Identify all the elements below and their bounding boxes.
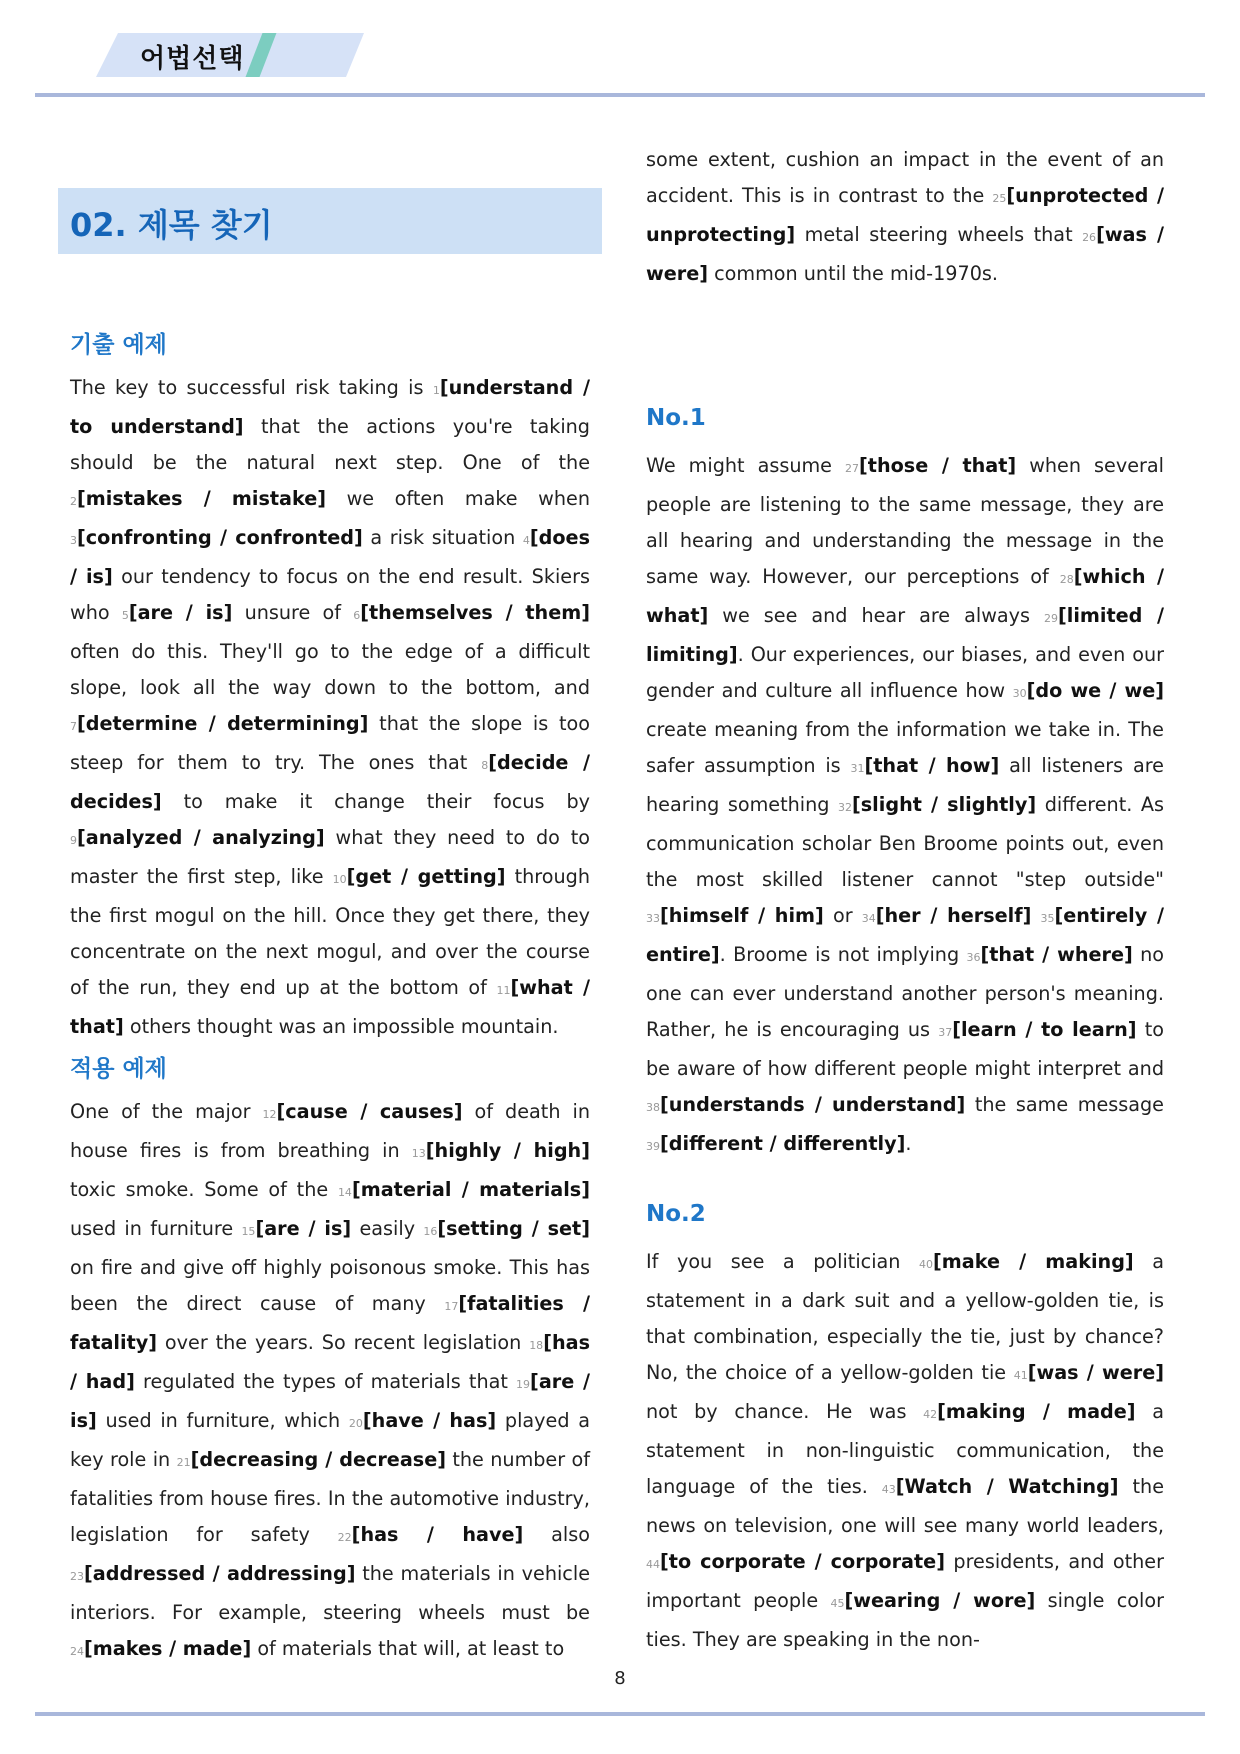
question-number: 12 [262, 1108, 277, 1121]
top-divider [35, 93, 1205, 97]
choice-bracket: [Watch / Watching] [895, 1475, 1119, 1498]
question-number: 19 [516, 1378, 531, 1391]
choice-bracket: [her / herself] [875, 904, 1032, 927]
question-number: 20 [348, 1417, 363, 1430]
choice-bracket: [do we / we] [1026, 679, 1165, 702]
question-number: 41 [1013, 1369, 1028, 1382]
choice-bracket: [decide / decides] [70, 751, 590, 813]
heading-jeogyong: 적용 예제 [70, 1056, 167, 1082]
question-number: 28 [1059, 573, 1074, 586]
question-number: 33 [646, 912, 660, 925]
header-title: 어법선택 [140, 44, 245, 74]
choice-bracket: [are / is] [255, 1217, 352, 1240]
question-number: 15 [241, 1225, 256, 1238]
choice-bracket: [what / that] [70, 976, 591, 1038]
page-number: 8 [614, 1668, 626, 1689]
choice-bracket: [has / have] [351, 1523, 524, 1546]
heading-no1: No.1 [646, 405, 706, 431]
question-number: 23 [70, 1570, 84, 1583]
choice-bracket: [addressed / addressing] [84, 1562, 356, 1585]
choice-bracket: [understand / to understand] [70, 376, 590, 438]
question-number: 4 [522, 534, 530, 547]
passage-jeogyong-continued: some extent, cushion an impact in the event of an accident. This is in contrast to the 25[unprotected / unprotecting] metal steering wheels that 26[was / were] common until the mid-1970s. [646, 148, 1164, 285]
question-number: 42 [923, 1408, 938, 1421]
choice-bracket: [understands / understand] [660, 1093, 966, 1116]
question-number: 40 [919, 1258, 934, 1271]
question-number: 44 [646, 1558, 660, 1571]
question-number: 10 [332, 873, 347, 886]
choice-bracket: [learn / to learn] [952, 1018, 1137, 1041]
question-number: 36 [966, 951, 981, 964]
question-number: 9 [70, 834, 77, 847]
choice-bracket: [highly / high] [425, 1139, 590, 1162]
question-number: 16 [423, 1225, 438, 1238]
choice-bracket: [himself / him] [660, 904, 824, 927]
choice-bracket: [decreasing / decrease] [190, 1448, 446, 1471]
passage-gichul: The key to successful risk taking is 1[understand / to understand] that the actions you're taking should be the natural next step. One of the 2[mistakes / mistake] we often make when 3[confronting / confronted] a risk situation 4[does / is] our tendency to focus on the end result. Skiers who 5[are / is] unsure of 6[themselves / them] often do this. They'll go to the edge of a difficult slope, look all the way down to the bottom, and 7[determine / determining] that the slope is too steep for them to try. The ones that 8[decide / decides] to make it change their focus by 9[analyzed / analyzing] what they need to do to master the first step, like 10[get / getting] through the first mogul on the hill. Once they get there, they concentrate on the next mogul, and over the course of the run, they end up at the bottom of 11[what / that] others thought was an impossible mountain. [70, 376, 591, 1038]
question-number: 43 [881, 1483, 896, 1496]
choice-bracket: [those / that] [859, 454, 1017, 477]
choice-bracket: [material / materials] [351, 1178, 590, 1201]
passage-jeogyong: One of the major 12[cause / causes] of death in house fires is from breathing in 13[highly / high] toxic smoke. Some of the 14[material / materials] used in furniture 15[are / is] easily 16[setting / set] on fire and give off highly poisonous smoke. This has been the direct cause of many 17[fatalities / fatality] over the years. So recent legislation 18[has / had] regulated the types of materials that 19[are / is] used in furniture, which 20[have / has] played a key role in 21[decreasing / decrease] the number of fatalities from house fires. In the automotive industry, legislation for safety 22[has / have] also 23[addressed / addressing] the materials in vehicle interiors. For example, steering wheels must be 24[makes / made] of materials that will, at least to [70, 1100, 591, 1660]
question-number: 2 [70, 495, 77, 508]
question-number: 22 [337, 1531, 352, 1544]
choice-bracket: [does / is] [70, 526, 590, 588]
choice-bracket: [make / making] [933, 1250, 1134, 1273]
question-number: 21 [176, 1456, 191, 1469]
choice-bracket: [slight / slightly] [851, 793, 1037, 816]
question-number: 37 [938, 1026, 953, 1039]
choice-bracket: [cause / causes] [276, 1100, 463, 1123]
choice-bracket: [wearing / wore] [844, 1589, 1036, 1612]
question-number: 17 [444, 1300, 459, 1313]
choice-bracket: [was / were] [1027, 1361, 1164, 1384]
choice-bracket: [different / differently] [660, 1132, 906, 1155]
passage-no2: If you see a politician 40[make / making] a statement in a dark suit and a yellow-golden tie, is that combination, especially the tie, just by chance? No, the choice of a yellow-golden tie 41[was / were] not by chance. He was 42[making / made] a statement in non-linguistic communication, the language of the ties. 43[Watch / Watching] the news on television, one will see many world leaders, 44[to corporate / corporate] presidents, and other important people 45[wearing / wore] single color ties. They are speaking in the non- [646, 1250, 1165, 1651]
question-number: 11 [496, 984, 511, 997]
choice-bracket: [confronting / confronted] [77, 526, 363, 549]
choice-bracket: [fatalities / fatality] [70, 1292, 590, 1354]
choice-bracket: [limited / limiting] [646, 604, 1164, 666]
choice-bracket: [mistakes / mistake] [77, 487, 327, 510]
question-number: 14 [337, 1186, 352, 1199]
question-number: 45 [830, 1597, 845, 1610]
heading-no2: No.2 [646, 1201, 706, 1227]
choice-bracket: [are / is] [128, 601, 233, 624]
question-number: 34 [861, 912, 876, 925]
bottom-divider [35, 1712, 1205, 1716]
question-number: 6 [353, 609, 361, 622]
choice-bracket: [themselves / them] [360, 601, 590, 624]
choice-bracket: [which / what] [646, 565, 1164, 627]
question-number: 26 [1082, 231, 1097, 244]
section-title-box [58, 188, 602, 254]
question-number: 18 [529, 1339, 544, 1352]
question-number: 38 [646, 1101, 660, 1114]
question-number: 24 [70, 1645, 84, 1658]
question-number: 25 [992, 192, 1007, 205]
choice-bracket: [determine / determining] [77, 712, 369, 735]
question-number: 3 [70, 534, 77, 547]
question-number: 39 [646, 1140, 660, 1153]
question-number: 31 [850, 762, 865, 775]
question-number: 8 [481, 759, 489, 772]
passage-no1: We might assume 27[those / that] when several people are listening to the same message, they are all hearing and understanding the message in the same way. However, our perceptions of 28[which / what] we see and hear are always 29[limited / limiting]. Our experiences, our biases, and even our gender and culture all influence how 30[do we / we] create meaning from the information we take in. The safer assumption is 31[that / how] all listeners are hearing something 32[slight / slightly] different. As communication scholar Ben Broome points out, even the most skilled listener cannot "step outside" 33[himself / him] or 34[her / herself] 35[entirely / entire]. Broome is not implying 36[that / where] no one can ever understand another person's meaning. Rather, he is encouraging us 37[learn / to learn] to be aware of how different people might interpret and 38[understands / understand] the same message 39[different / differently]. [646, 454, 1165, 1155]
question-number: 1 [432, 384, 440, 397]
question-number: 5 [121, 609, 129, 622]
heading-gichul: 기출 예제 [70, 332, 167, 358]
choice-bracket: [making / made] [937, 1400, 1136, 1423]
question-number: 7 [70, 720, 77, 733]
section-title: 02. 제목 찾기 [70, 206, 273, 244]
choice-bracket: [that / where] [980, 943, 1133, 966]
choice-bracket: [have / has] [362, 1409, 497, 1432]
question-number: 29 [1044, 612, 1058, 625]
question-number: 27 [845, 462, 860, 475]
choice-bracket: [are / is] [70, 1370, 590, 1432]
question-number: 30 [1012, 687, 1027, 700]
choice-bracket: [get / getting] [346, 865, 506, 888]
choice-bracket: [setting / set] [437, 1217, 590, 1240]
choice-bracket: [was / were] [646, 223, 1164, 285]
choice-bracket: [that / how] [864, 754, 1000, 777]
choice-bracket: [has / had] [70, 1331, 590, 1393]
choice-bracket: [makes / made] [84, 1637, 252, 1660]
question-number: 13 [411, 1147, 426, 1160]
choice-bracket: [unprotected / unprotecting] [646, 184, 1164, 246]
choice-bracket: [entirely / entire] [646, 904, 1164, 966]
question-number: 35 [1040, 912, 1055, 925]
question-number: 32 [837, 801, 852, 814]
choice-bracket: [to corporate / corporate] [660, 1550, 945, 1573]
choice-bracket: [analyzed / analyzing] [77, 826, 325, 849]
